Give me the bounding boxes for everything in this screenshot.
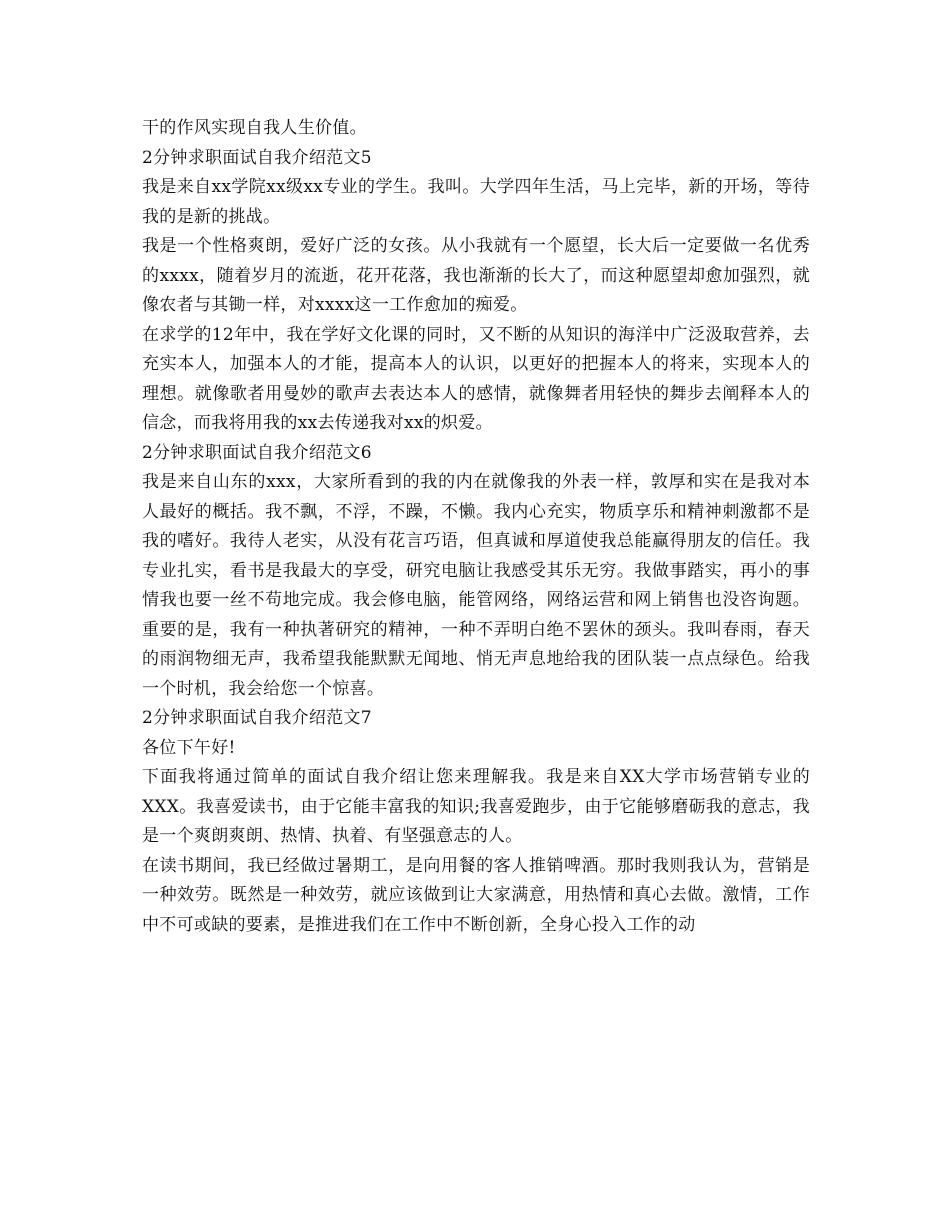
paragraph: 在读书期间，我已经做过暑期工，是向用餐的客人推销啤酒。那时我则我认为，营销是一种效劳。既然是一种效劳，就应该做到让大家满意，用热情和真心去做。激情，工作中不可或缺的要素，是推进我们在工作中不断创新，全身心投入工作的动 [142,855,810,935]
section-heading: 2分钟求职面试自我介绍范文5 [142,147,372,168]
section-heading: 2分钟求职面试自我介绍范文6 [142,442,372,463]
paragraph: 我是一个性格爽朗，爱好广泛的女孩。从小我就有一个愿望，长大后一定要做一名优秀的xxxx，随着岁月的流逝，花开花落，我也渐渐的长大了，而这种愿望却愈加强烈，就像农者与其锄一样，对xxxx这一工作愈加的痴爱。 [142,236,810,315]
paragraph: 在求学的12年中，我在学好文化课的同时，又不断的从知识的海洋中广泛汲取营养，去充实本人，加强本人的才能，提高本人的认识，以更好的把握本人的将来，实现本人的理想。就像歌者用曼妙的歌声去表达本人的感情，就像舞者用轻快的舞步去阐释本人的信念，而我将用我的xx去传递我对xx的炽爱。 [142,324,810,433]
section-heading: 2分钟求职面试自我介绍范文7 [142,708,372,728]
paragraph: 干的作风实现自我人生价值。 [142,118,367,138]
document-body [142,114,810,940]
greeting: 各位下午好! [142,737,236,758]
paragraph: 我是来自xx学院xx级xx专业的学生。我叫。大学四年生活，马上完毕，新的开场，等待我的是新的挑战。 [142,177,810,227]
paragraph: 下面我将通过简单的面试自我介绍让您来理解我。我是来自XX大学市场营销专业的XXX。我喜爱读书，由于它能丰富我的知识;我喜爱跑步，由于它能够磨砺我的意志，我是一个爽朗爽朗、热情、执着、有坚强意志的人。 [142,767,810,846]
paragraph: 我是来自山东的xxx，大家所看到的我的内在就像我的外表一样，敦厚和实在是我对本人最好的概括。我不飘，不浮，不躁，不懒。我内心充实，物质享乐和精神刺激都不是我的嗜好。我待人老实，从没有花言巧语，但真诚和厚道使我总能赢得朋友的信任。我专业扎实，看书是我最大的享受，研究电脑让我感受其乐无穷。我做事踏实，再小的事情我也要一丝不苟地完成。我会修电脑，能管网络，网络运营和网上销售也没咨询题。重要的是，我有一种执著研究的精神，一种不弄明白绝不罢休的颈头。我叫春雨，春天的雨润物细无声，我希望我能默默无闻地、悄无声息地给我的团队装一点点绿色。给我一个时机，我会给您一个惊喜。 [142,472,810,699]
